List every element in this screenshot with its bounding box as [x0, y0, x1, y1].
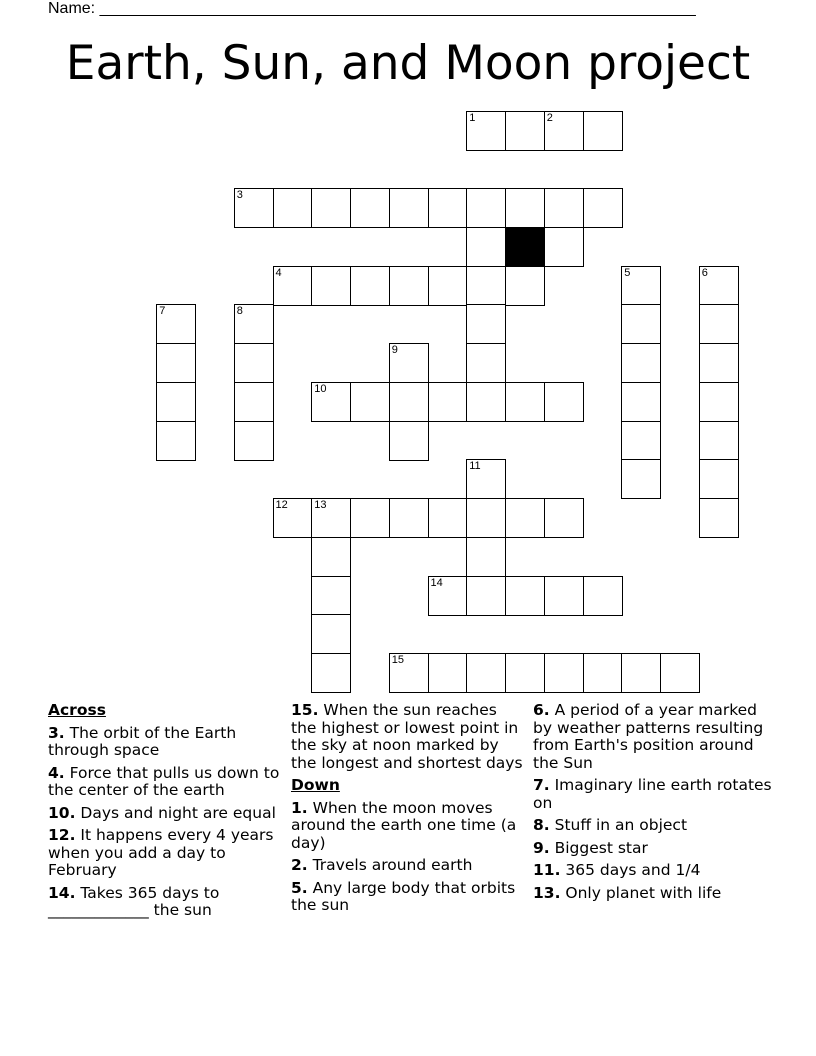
grid-cell-2[interactable] — [544, 111, 584, 151]
grid-cell-1[interactable] — [466, 111, 506, 151]
grid-cell[interactable] — [311, 188, 351, 228]
across-heading: Across — [48, 701, 106, 719]
grid-cell[interactable] — [389, 266, 429, 306]
clue-down-13 — [533, 885, 773, 903]
grid-cell[interactable] — [583, 653, 623, 693]
grid-cell[interactable] — [583, 111, 623, 151]
grid-cell-10[interactable] — [311, 382, 351, 422]
clue-text: A period of a year marked by weather patterns resulting from Earth's position around the Sun — [533, 701, 764, 772]
grid-cell-12[interactable] — [273, 498, 313, 538]
clue-number: 7. — [533, 776, 550, 794]
clue-text: Force that pulls us down to the center of the earth — [48, 763, 280, 799]
grid-cell[interactable] — [699, 421, 739, 461]
grid-cell-14[interactable] — [428, 576, 468, 616]
clue-number: 11. — [533, 861, 561, 879]
clue-number-label: 1 — [469, 111, 476, 124]
clue-number-label: 6 — [701, 266, 708, 279]
page-title: Earth, Sun, and Moon project — [65, 36, 751, 91]
grid-cell[interactable] — [505, 576, 545, 616]
grid-cell-4[interactable] — [273, 266, 313, 306]
grid-cell[interactable] — [311, 576, 351, 616]
grid-cell[interactable] — [234, 382, 274, 422]
clue-text: When the sun reaches the highest or lowest point in the sky at noon marked by the longest and shortest days — [291, 701, 523, 772]
grid-cell[interactable] — [350, 498, 390, 538]
grid-cell[interactable] — [466, 576, 506, 616]
grid-cell[interactable] — [389, 188, 429, 228]
clue-number: 8. — [533, 816, 550, 834]
grid-cell-5[interactable] — [621, 266, 661, 306]
clues-column-1 — [48, 702, 284, 925]
grid-cell[interactable] — [311, 537, 351, 577]
grid-cell[interactable] — [505, 111, 545, 151]
clue-text: Imaginary line earth rotates on — [533, 776, 772, 812]
grid-cell[interactable] — [544, 576, 584, 616]
clue-text: When the moon moves around the earth one time (a day) — [291, 798, 517, 852]
grid-cell[interactable] — [621, 653, 661, 693]
grid-cell[interactable] — [660, 653, 700, 693]
name-field-label: Name: ___________________________________________________________________ — [48, 0, 696, 17]
clue-number: 10. — [48, 803, 76, 822]
grid-cell[interactable] — [544, 498, 584, 538]
clue-down-11 — [533, 862, 773, 880]
grid-cell[interactable] — [699, 304, 739, 344]
clue-text: 365 days and 1/4 — [560, 861, 701, 879]
clues-column-2 — [291, 702, 527, 920]
clue-text: Biggest star — [549, 838, 648, 857]
clue-text: Only planet with life — [560, 883, 722, 902]
clue-number-label: 8 — [236, 305, 243, 318]
grid-cell-13[interactable] — [311, 498, 351, 538]
clue-number-label: 14 — [430, 576, 443, 589]
clue-down-2 — [291, 857, 527, 875]
grid-cell[interactable] — [428, 498, 468, 538]
grid-cell[interactable] — [699, 382, 739, 422]
grid-cell[interactable] — [466, 266, 506, 306]
clue-number: 6. — [533, 701, 550, 719]
clue-down-7 — [533, 777, 773, 812]
grid-cell[interactable] — [350, 382, 390, 422]
grid-cell[interactable] — [273, 188, 313, 228]
clue-text: The orbit of the Earth through space — [48, 723, 237, 759]
clue-number-label: 12 — [275, 499, 288, 511]
grid-cell[interactable] — [466, 382, 506, 422]
grid-cell[interactable] — [699, 498, 739, 538]
down-heading: Down — [291, 776, 340, 794]
clue-number-label: 2 — [546, 111, 553, 124]
clue-number-label: 13 — [314, 499, 327, 511]
grid-cell-15[interactable] — [389, 653, 429, 693]
grid-cell[interactable] — [156, 382, 196, 422]
grid-cell[interactable] — [583, 576, 623, 616]
clue-number-label: 10 — [314, 382, 327, 395]
clue-number: 4. — [48, 763, 65, 782]
grid-cell[interactable] — [505, 188, 545, 228]
clue-text: Takes 365 days to _____________ the sun — [48, 883, 220, 919]
grid-cell[interactable] — [156, 343, 196, 383]
clue-across-15 — [291, 702, 527, 772]
clue-down-1 — [291, 800, 527, 853]
clue-text: Days and night are equal — [75, 803, 276, 822]
clue-number-label: 5 — [624, 266, 631, 279]
clue-number: 13. — [533, 883, 561, 902]
grid-cell[interactable] — [699, 459, 739, 499]
grid-cell[interactable] — [505, 266, 545, 306]
grid-cell[interactable] — [350, 188, 390, 228]
grid-cell[interactable] — [621, 304, 661, 344]
grid-cell[interactable] — [234, 421, 274, 461]
grid-cell[interactable] — [621, 421, 661, 461]
clue-number-label: 11 — [469, 460, 481, 473]
grid-cell[interactable] — [544, 227, 584, 267]
grid-cell-7[interactable] — [156, 304, 196, 344]
grid-cell[interactable] — [311, 653, 351, 693]
grid-cell[interactable] — [156, 421, 196, 461]
clue-down-6 — [533, 702, 773, 772]
grid-cell[interactable] — [621, 343, 661, 383]
clue-number: 3. — [48, 723, 65, 742]
grid-cell[interactable] — [544, 188, 584, 228]
clue-down-9 — [533, 840, 773, 858]
grid-cell[interactable] — [466, 498, 506, 538]
grid-cell[interactable] — [505, 382, 545, 422]
grid-cell[interactable] — [466, 227, 506, 267]
clue-text: Any large body that orbits the sun — [291, 878, 516, 914]
grid-cell[interactable] — [428, 382, 468, 422]
clue-number-label: 15 — [391, 654, 404, 666]
clue-across-3 — [48, 725, 284, 760]
grid-cell[interactable] — [466, 537, 506, 577]
grid-cell[interactable] — [389, 421, 429, 461]
clue-across-12 — [48, 827, 284, 880]
clue-number-label: 9 — [391, 344, 398, 356]
grid-cell[interactable] — [505, 498, 545, 538]
clue-number: 1. — [291, 798, 308, 817]
clue-number-label: 4 — [275, 266, 282, 279]
clue-number: 9. — [533, 838, 550, 857]
grid-cell[interactable] — [621, 382, 661, 422]
grid-cell[interactable] — [583, 188, 623, 228]
clue-down-5 — [291, 880, 527, 915]
grid-cell[interactable] — [311, 614, 351, 654]
grid-cell[interactable] — [350, 266, 390, 306]
clue-text: Stuff in an object — [549, 816, 688, 834]
black-square — [505, 227, 545, 267]
clue-across-14 — [48, 885, 284, 920]
clue-number: 2. — [291, 856, 308, 874]
grid-cell[interactable] — [621, 459, 661, 499]
grid-cell[interactable] — [311, 266, 351, 306]
grid-cell[interactable] — [466, 188, 506, 228]
grid-cell-9[interactable] — [389, 343, 429, 383]
clue-down-8 — [533, 817, 773, 835]
grid-cell[interactable] — [544, 653, 584, 693]
grid-cell[interactable] — [466, 343, 506, 383]
grid-cell[interactable] — [389, 498, 429, 538]
grid-cell[interactable] — [466, 304, 506, 344]
clue-text: Travels around earth — [307, 856, 473, 874]
grid-cell-11[interactable] — [466, 459, 506, 499]
clue-text: It happens every 4 years when you add a day to February — [48, 826, 274, 879]
grid-cell[interactable] — [428, 653, 468, 693]
grid-cell[interactable] — [699, 343, 739, 383]
grid-cell[interactable] — [428, 188, 468, 228]
clue-across-10 — [48, 805, 284, 823]
grid-cell[interactable] — [428, 266, 468, 306]
grid-cell-3[interactable] — [234, 188, 274, 228]
clue-number: 5. — [291, 878, 308, 897]
clue-number-label: 7 — [159, 305, 166, 318]
clue-number: 12. — [48, 826, 76, 844]
clue-across-4 — [48, 765, 284, 800]
grid-cell[interactable] — [466, 653, 506, 693]
grid-cell-8[interactable] — [234, 304, 274, 344]
grid-cell[interactable] — [544, 382, 584, 422]
clues-column-3 — [533, 702, 773, 907]
clue-number: 14. — [48, 883, 76, 902]
grid-cell[interactable] — [389, 382, 429, 422]
grid-cell-6[interactable] — [699, 266, 739, 306]
clue-number-label: 3 — [236, 189, 243, 201]
grid-cell[interactable] — [505, 653, 545, 693]
grid-cell[interactable] — [234, 343, 274, 383]
clue-number: 15. — [291, 701, 319, 719]
